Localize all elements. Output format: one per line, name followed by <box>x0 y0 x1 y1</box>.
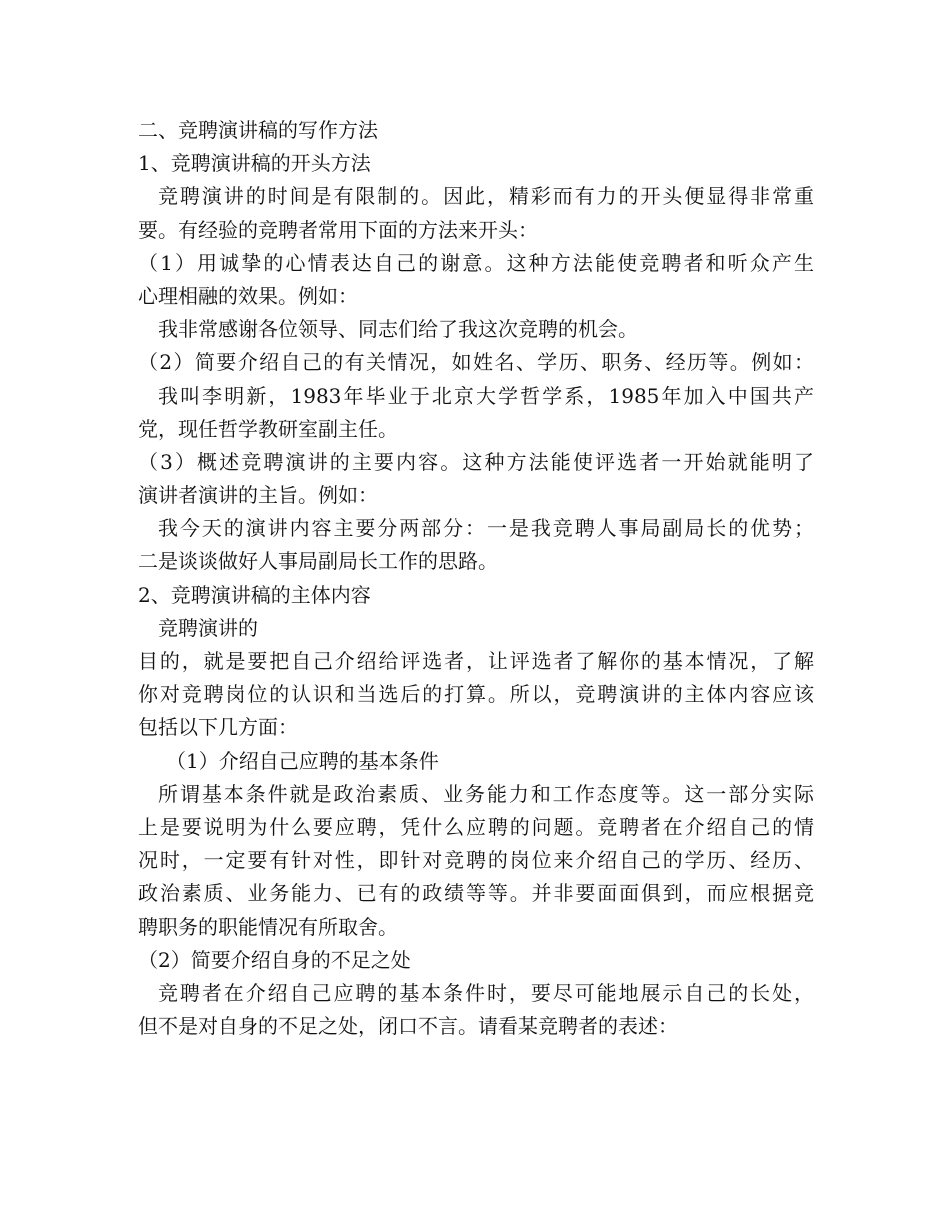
paragraph-line: 上是要说明为什么要应聘，凭什么应聘的问题。竞聘者在介绍自己的情 <box>138 814 814 839</box>
example-line: 党，现任哲学教研室副主任。 <box>138 416 398 441</box>
paragraph-line: 但不是对自身的不足之处，闭口不言。请看某竞聘者的表述： <box>138 1014 678 1039</box>
paragraph-line: 政治素质、业务能力、已有的政绩等等。并非要面面俱到，而应根据竞 <box>138 881 814 906</box>
paragraph-line: 目的，就是要把自己介绍给评选者，让评选者了解你的基本情况，了解 <box>138 649 814 673</box>
document-page <box>138 114 814 1043</box>
subsection-heading: 1、竞聘演讲稿的开头方法 <box>138 151 371 176</box>
example-line: 二是谈谈做好人事局副局长工作的思路。 <box>138 549 498 574</box>
paragraph-line: 况时，一定要有针对性，即针对竞聘的岗位来介绍自己的学历、经历、 <box>138 848 814 873</box>
paragraph-line: 包括以下几方面： <box>138 715 298 740</box>
paragraph-line: 聘职务的职能情况有所取舍。 <box>138 914 398 939</box>
paragraph-line: 心理相融的效果。例如： <box>138 283 358 308</box>
paragraph-line: 竞聘者在介绍自己应聘的基本条件时，要尽可能地展示自己的长处， <box>158 980 814 1005</box>
list-item-line: （1）用诚挚的心情表达自己的谢意。这种方法能使竞聘者和听众产生 <box>138 250 814 275</box>
list-item-line: （2）简要介绍自身的不足之处 <box>138 947 411 972</box>
paragraph-line: 竞聘演讲的时间是有限制的。因此，精彩而有力的开头便显得非常重 <box>158 184 814 209</box>
example-line: 我非常感谢各位领导、同志们给了我这次竞聘的机会。 <box>158 317 638 342</box>
list-item-line: （3）概述竞聘演讲的主要内容。这种方法能使评选者一开始就能明了 <box>138 449 814 474</box>
paragraph-line: 要。有经验的竞聘者常用下面的方法来开头： <box>138 217 538 242</box>
paragraph-line: 所谓基本条件就是政治素质、业务能力和工作态度等。这一部分实际 <box>158 781 814 806</box>
list-item-line: （2）简要介绍自己的有关情况，如姓名、学历、职务、经历等。例如： <box>138 350 814 375</box>
subsection-heading: 2、竞聘演讲稿的主体内容 <box>138 582 371 607</box>
paragraph-line: 你对竞聘岗位的认识和当选后的打算。所以，竞聘演讲的主体内容应该 <box>138 682 814 707</box>
paragraph-line: 演讲者演讲的主旨。例如： <box>138 483 378 508</box>
list-item-line: （1）介绍自己应聘的基本条件 <box>166 748 439 773</box>
example-line: 我叫李明新，1983年毕业于北京大学哲学系，1985年加入中国共产 <box>158 383 814 408</box>
section-heading: 二、竞聘演讲稿的写作方法 <box>138 118 378 142</box>
paragraph-line: 竞聘演讲的 <box>158 615 258 640</box>
example-line: 我今天的演讲内容主要分两部分：一是我竞聘人事局副局长的优势； <box>158 516 814 541</box>
